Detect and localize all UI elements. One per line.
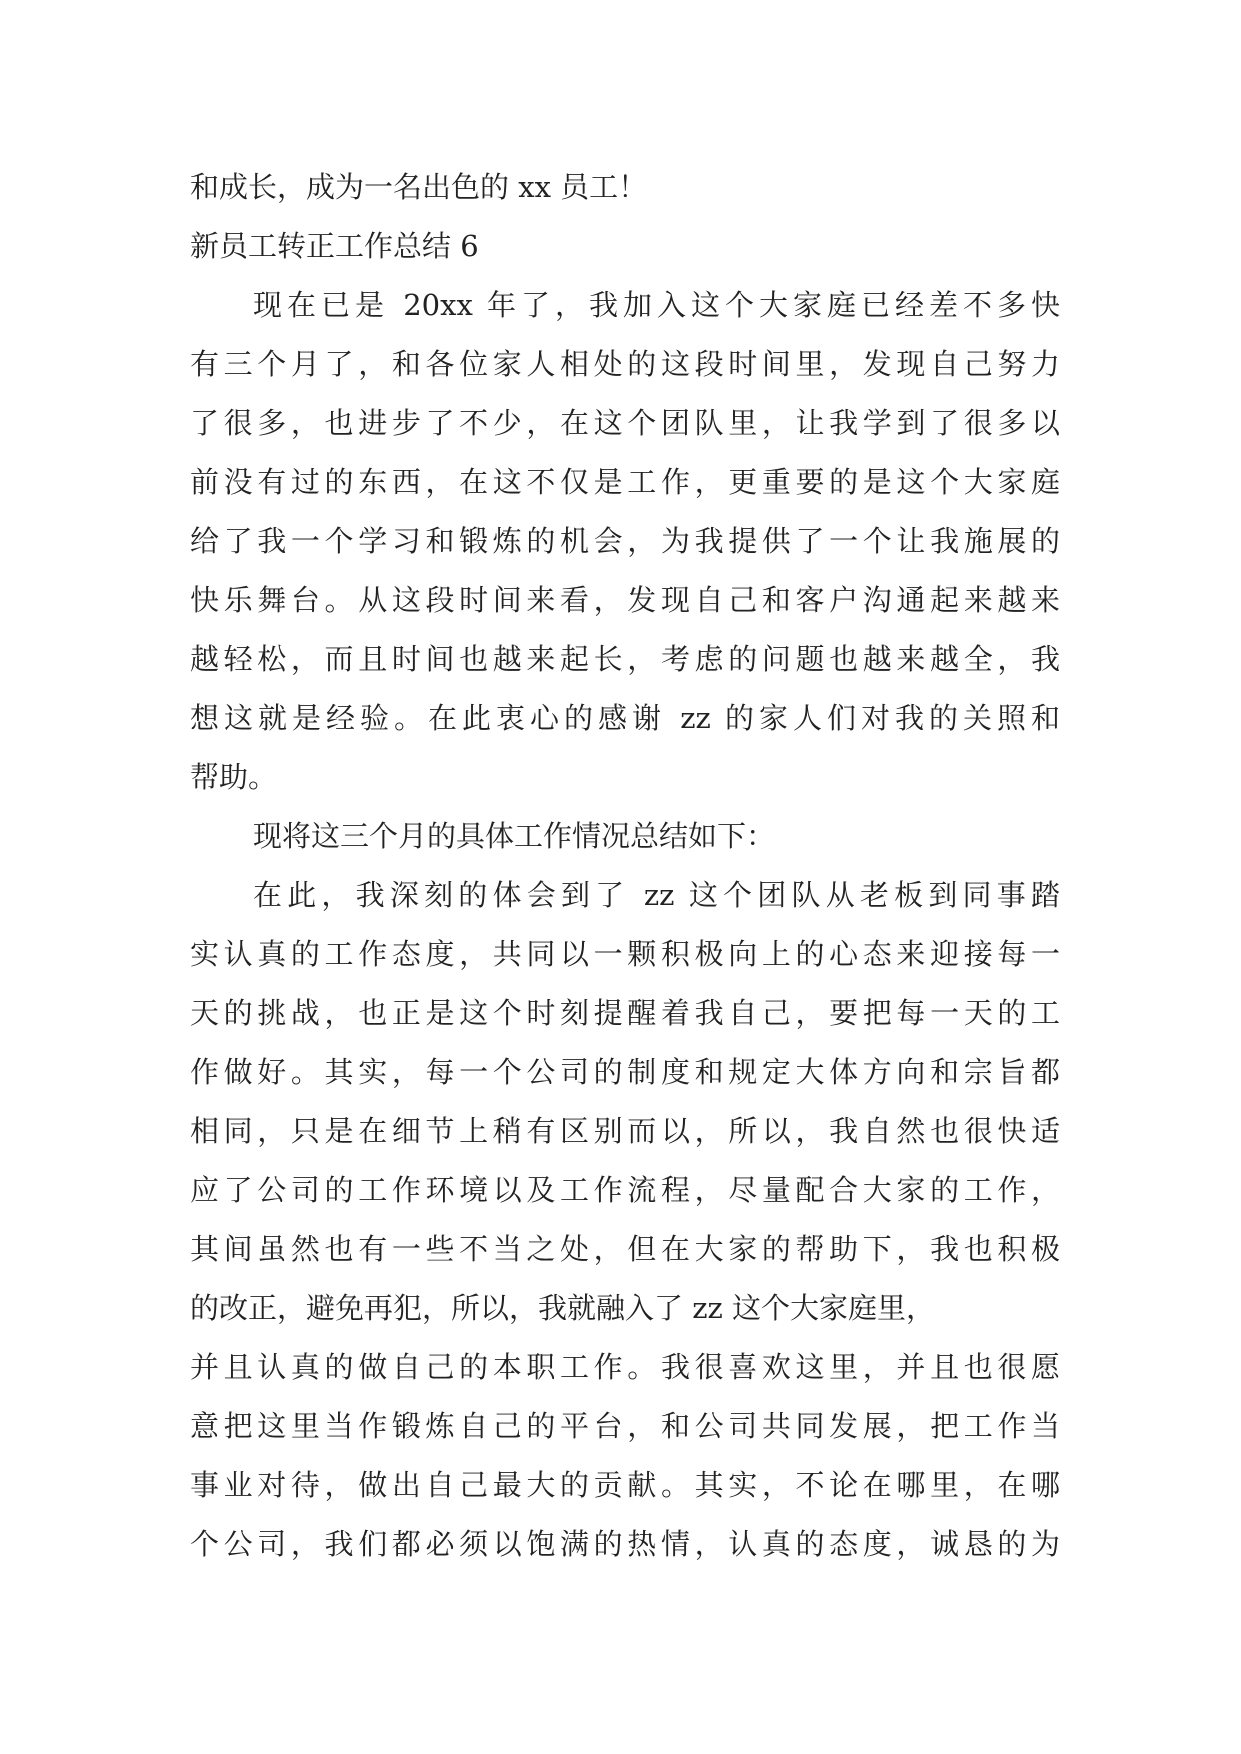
paragraph-3-line-5: 相同，只是在细节上稍有区别而以，所以，我自然也很快适 — [190, 1114, 1060, 1148]
paragraph-1-line-9: 帮助。 — [190, 760, 278, 794]
section-heading: 新员工转正工作总结 6 — [190, 229, 479, 263]
paragraph-1-line-4: 前没有过的东西，在这不仅是工作，更重要的是这个大家庭 — [190, 465, 1060, 499]
paragraph-3-line-10: 意把这里当作锻炼自己的平台，和公司共同发展，把工作当 — [190, 1409, 1060, 1443]
paragraph-3-line-8: 的改正，避免再犯，所以，我就融入了 zz 这个大家庭里， — [190, 1291, 935, 1325]
continuation-line: 和成长，成为一名出色的 xx 员工！ — [190, 170, 648, 204]
paragraph-1-line-5: 给了我一个学习和锻炼的机会，为我提供了一个让我施展的 — [190, 524, 1060, 558]
paragraph-3-line-4: 作做好。其实，每一个公司的制度和规定大体方向和宗旨都 — [190, 1055, 1060, 1089]
paragraph-2-line-1: 现将这三个月的具体工作情况总结如下： — [253, 819, 776, 853]
paragraph-1-line-2: 有三个月了，和各位家人相处的这段时间里，发现自己努力 — [190, 347, 1060, 381]
paragraph-3-line-3: 天的挑战，也正是这个时刻提醒着我自己，要把每一天的工 — [190, 996, 1060, 1030]
paragraph-3-line-2: 实认真的工作态度，共同以一颗积极向上的心态来迎接每一 — [190, 937, 1060, 971]
paragraph-1-line-8: 想这就是经验。在此衷心的感谢 zz 的家人们对我的关照和 — [190, 701, 1060, 735]
paragraph-3-line-1: 在此，我深刻的体会到了 zz 这个团队从老板到同事踏 — [253, 878, 1060, 912]
paragraph-1-line-3: 了很多，也进步了不少，在这个团队里，让我学到了很多以 — [190, 406, 1060, 440]
document-body — [190, 158, 1060, 1574]
paragraph-3-line-6: 应了公司的工作环境以及工作流程，尽量配合大家的工作， — [190, 1173, 1060, 1207]
paragraph-3-line-9: 并且认真的做自己的本职工作。我很喜欢这里，并且也很愿 — [190, 1350, 1060, 1384]
paragraph-3-line-7: 其间虽然也有一些不当之处，但在大家的帮助下，我也积极 — [190, 1232, 1060, 1266]
paragraph-1-line-6: 快乐舞台。从这段时间来看，发现自己和客户沟通起来越来 — [190, 583, 1060, 617]
paragraph-1-line-1: 现在已是 20xx 年了，我加入这个大家庭已经差不多快 — [253, 288, 1060, 322]
paragraph-3-line-12: 个公司，我们都必须以饱满的热情，认真的态度，诚恳的为 — [190, 1527, 1060, 1561]
paragraph-1-line-7: 越轻松，而且时间也越来起长，考虑的问题也越来越全，我 — [190, 642, 1060, 676]
paragraph-3-line-11: 事业对待，做出自己最大的贡献。其实，不论在哪里，在哪 — [190, 1468, 1060, 1502]
